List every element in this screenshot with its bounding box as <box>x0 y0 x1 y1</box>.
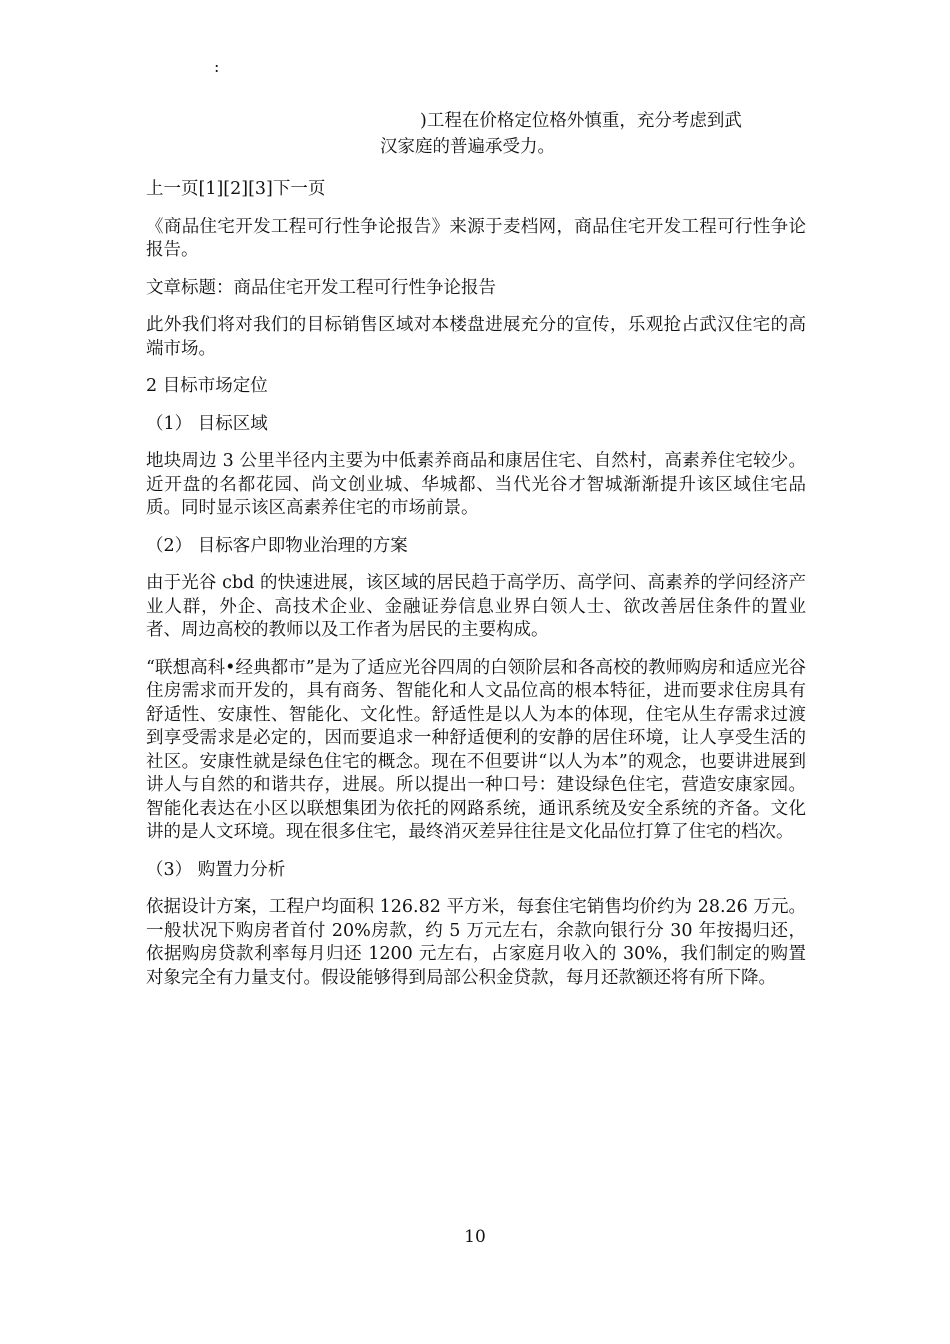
promo-paragraph: 此外我们将对我们的目标销售区域对本楼盘进展充分的宣传，乐观抢占武汉住宅的高端市场。 <box>146 315 806 359</box>
header-mark: : <box>214 57 220 76</box>
section-heading: 2 目标市场定位 <box>146 376 268 396</box>
subsection-2-heading: （2） 目标客户即物业治理的方案 <box>146 535 408 556</box>
subsection-1-text: 地块周边 3 公里半径内主要为中低素养商品和康居住宅、自然村，高素养住宅较少。近开盘的名都花园、尚文创业城、华城都、当代光谷才智城渐渐提升该区域住宅品质。同时显示该区高素养住宅的市场前景。 <box>146 451 806 518</box>
article-title-line: 文章标题：商品住宅开发工程可行性争论报告 <box>146 277 496 298</box>
page-number: 10 <box>464 1227 486 1247</box>
subsection-1-heading: （1） 目标区域 <box>146 413 268 434</box>
pagination-links[interactable]: 上一页[1][2][3]下一页 <box>146 179 326 199</box>
subsection-3-heading: （3） 购置力分析 <box>146 859 286 880</box>
source-note: 《商品住宅开发工程可行性争论报告》来源于麦档网，商品住宅开发工程可行性争论报告。 <box>146 216 806 260</box>
intro-fragment-line-2: 汉家庭的普遍承受力。 <box>380 137 555 157</box>
subsection-3-text: 依据设计方案，工程户均面积 126.82 平方米，每套住宅销售均价约为 28.26 万元。一般状况下购房者首付 20%房款，约 5 万元左右，余款向银行分 30 年按揭归还，依据购房贷款利率每月归还 1200 元左右，占家庭月收入的 30%，我们制定的购置对象完全有力量支付。假设能够得到局部公积金贷款，每月还款额还将有所下降。 <box>146 897 806 988</box>
intro-fragment-line-1: )工程在价格定位格外慎重，充分考虑到武 <box>420 111 742 131</box>
subsection-2-text-1: 由于光谷 cbd 的快速进展，该区域的居民趋于高学历、高学问、高素养的学问经济产业人群，外企、高技术企业、金融证券信息业界白领人士、欲改善居住条件的置业者、周边高校的教师以及工作者为居民的主要构成。 <box>146 573 806 640</box>
subsection-2-text-2: “联想高科•经典都市”是为了适应光谷四周的白领阶层和各高校的教师购房和适应光谷住房需求而开发的，具有商务、智能化和人文品位高的根本特征，进而要求住房具有舒适性、安康性、智能化、文化性。舒适性是以人为本的体现，住宅从生存需求过渡到享受需求是必定的，因而要追求一种舒适便利的安静的居住环境，让人享受生活的社区。安康性就是绿色住宅的概念。现在不但要讲“以人为本”的观念，也要讲进展到讲人与自然的和谐共存，进展。所以提出一种口号：建设绿色住宅，营造安康家园。智能化表达在小区以联想集团为依托的网路系统，通讯系统及安全系统的齐备。文化讲的是人文环境。现在很多住宅，最终消灭差异往往是文化品位打算了住宅的档次。 <box>146 657 806 842</box>
document-body <box>146 178 806 1004</box>
